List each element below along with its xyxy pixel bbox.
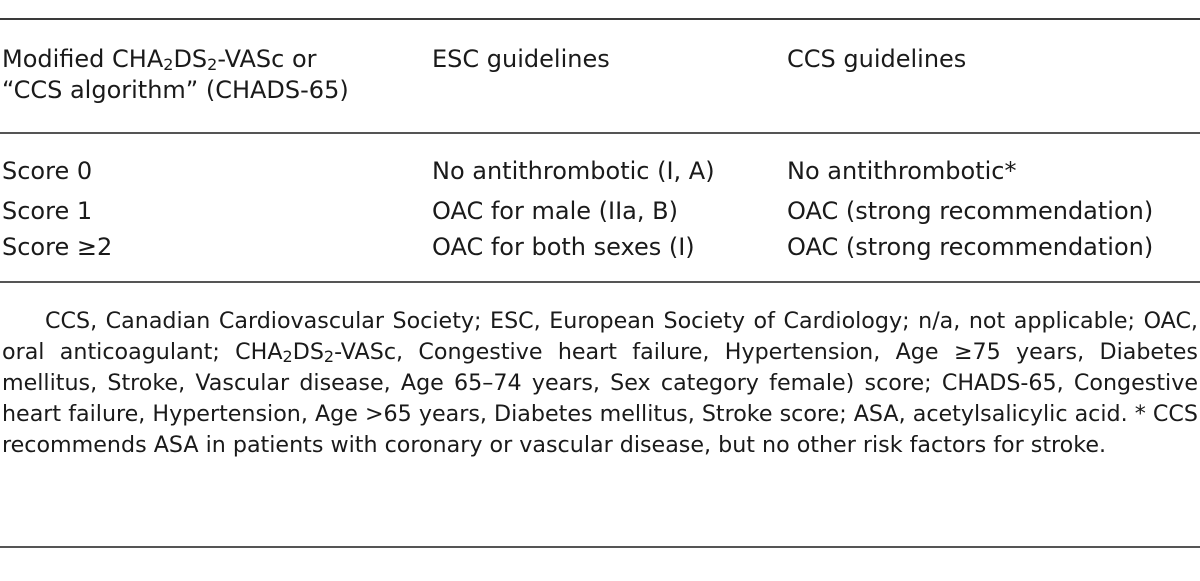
- header-score-system: [2, 44, 349, 106]
- row-2-score: Score ≥2: [2, 233, 113, 261]
- header-subscript: 2: [163, 55, 174, 74]
- header-score-text: -VASc or: [217, 45, 317, 73]
- header-subscript: 2: [207, 55, 218, 74]
- header-score-text: DS: [173, 45, 208, 73]
- header-esc: ESC guidelines: [432, 45, 610, 73]
- row-1-ccs: OAC (strong recommendation): [787, 197, 1154, 225]
- row-1-score: Score 1: [2, 197, 93, 225]
- table-bottom-rule: [0, 281, 1200, 283]
- footnote-bottom-rule: [0, 546, 1200, 548]
- footnote-text: -VASc, Congestive heart failure, Hypertension, Age ≥75 years, Diabetes mellitus, Stroke, Vascular disease, Age 65–74 years, Sex category female) score; CHADS-65, Congestive heart failure, Hypertension, Age >65 years, Diabetes mellitus, Stroke score; ASA, acetylsalicylic acid. * CCS recommends ASA in patients with coronary or vascular disease, but no other risk factors for stroke.: [2, 339, 1198, 458]
- row-1-esc: OAC for male (IIa, B): [432, 197, 678, 225]
- row-0-score: Score 0: [2, 157, 93, 185]
- row-0-esc: No antithrombotic (I, A): [432, 157, 715, 185]
- table-top-rule: [0, 18, 1200, 20]
- footnote-subscript: 2: [282, 347, 293, 366]
- row-2-ccs: OAC (strong recommendation): [787, 233, 1154, 261]
- row-2-esc: OAC for both sexes (I): [432, 233, 695, 261]
- table-header-rule: [0, 132, 1200, 134]
- header-score-line2: “CCS algorithm” (CHADS-65): [2, 76, 349, 104]
- footnote-subscript: 2: [323, 347, 335, 366]
- header-ccs: CCS guidelines: [787, 45, 967, 73]
- table-footnote: [2, 306, 1198, 461]
- row-0-ccs: No antithrombotic*: [787, 157, 1017, 185]
- footnote-text: DS: [292, 339, 324, 365]
- footnote-text: CCS, Canadian Cardiovascular Society; ESC, European Society of Cardiology; n/a, not applicable; OAC, oral anticoagulant; CHA: [2, 308, 1198, 365]
- header-score-text: Modified CHA: [2, 45, 164, 73]
